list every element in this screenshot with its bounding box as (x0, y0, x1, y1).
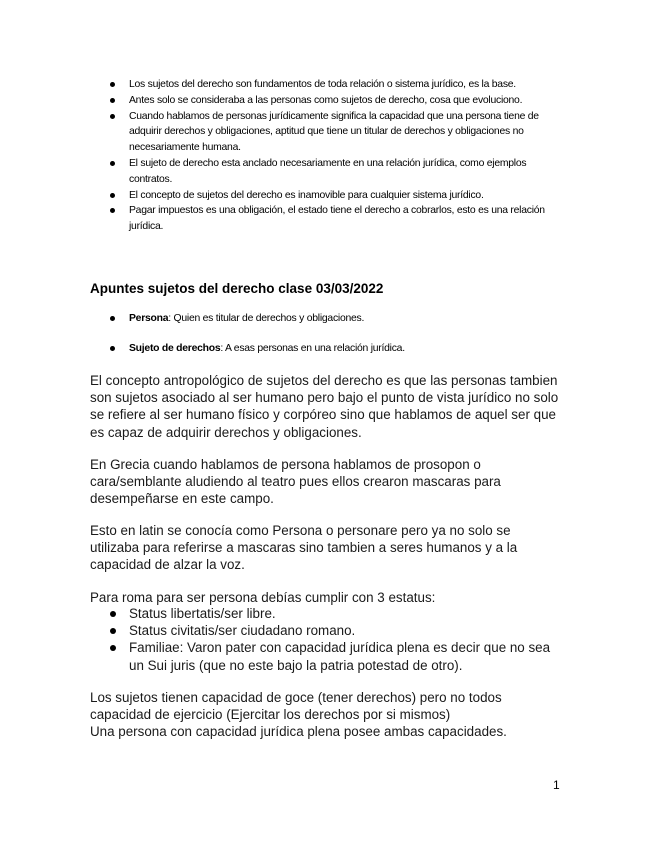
body-paragraph: En Grecia cuando hablamos de persona hablamos de prosopon o cara/semblante aludiendo al teatro pues ellos crearon mascaras para desempeñarse en este campo. (90, 457, 501, 507)
list-item (108, 109, 568, 156)
list-item (108, 77, 568, 93)
list-item-text: Status libertatis/ser libre. (129, 606, 276, 621)
list-item-text: Antes solo se consideraba a las personas como sujetos de derecho, cosa que evoluciono. (129, 94, 523, 106)
bullet-icon (110, 114, 115, 119)
list-item (108, 188, 568, 204)
body-paragraph: El concepto antropológico de sujetos del derecho es que las personas tambien son sujetos asociado al ser humano pero bajo el punto de vista jurídico no solo se refiere al ser humano físico y corpóreo sino que hablamos de aquel ser que es capaz de adquirir derechos y obligaciones. (90, 373, 559, 440)
list-item-text: Pagar impuestos es una obligación, el estado tiene el derecho a cobrarlos, esto es una relación jurídica. (129, 205, 545, 233)
list-item (108, 639, 558, 673)
paragraph-line: Una persona con capacidad jurídica plena posee ambas capacidades. (90, 724, 507, 740)
definition-text: : Quien es titular de derechos y obligaciones. (168, 313, 365, 324)
list-item (108, 156, 568, 188)
list-item (108, 622, 558, 639)
status-bullet-list (108, 605, 558, 674)
paragraph-line: Los sujetos tienen capacidad de goce (tener derechos) pero no todos capacidad de ejercicio (Ejercitar los derechos por si mismos) (90, 690, 502, 723)
list-item (108, 605, 558, 622)
definition-item (108, 311, 568, 326)
section-heading: Apuntes sujetos del derecho clase 03/03/2022 (90, 281, 384, 296)
body-paragraph: Esto en latin se conocía como Persona o personare pero ya no solo se utilizaba para referirse a mascaras sino tambien a seres humanos y a la capacidad de alzar la voz. (90, 523, 518, 573)
definition-text: : A esas personas en una relación jurídica. (220, 343, 405, 354)
summary-bullet-list (108, 77, 568, 235)
list-item-text: Familiae: Varon pater con capacidad jurídica plena es decir que no sea un Sui juris (que no este bajo la patria potestad de otro). (129, 640, 551, 673)
definition-list (108, 311, 568, 326)
bullet-icon (110, 98, 115, 103)
list-item (108, 93, 568, 109)
bullet-icon (110, 208, 115, 213)
bullet-icon (110, 346, 115, 351)
list-item (108, 203, 568, 235)
list-item-text: Cuando hablamos de personas jurídicamente significa la capacidad que una persona tiene de adquirir derechos y obligaciones, aptitud que tiene un titular de derechos y obligaciones no necesariamente humana. (129, 110, 539, 154)
bullet-icon (110, 82, 115, 87)
list-item-text: El sujeto de derecho esta anclado necesariamente en una relación jurídica, como ejemplos contratos. (129, 157, 527, 185)
bullet-icon (110, 193, 115, 198)
definition-item (108, 341, 568, 356)
list-item-text: El concepto de sujetos del derecho es inamovible para cualquier sistema jurídico. (129, 189, 484, 201)
definition-term: Persona (129, 313, 169, 324)
body-paragraph (90, 689, 560, 741)
bullet-icon (110, 611, 116, 617)
bullet-icon (110, 161, 115, 166)
definition-term: Sujeto de derechos (129, 343, 221, 354)
bullet-icon (110, 645, 116, 651)
bullet-icon (110, 316, 115, 321)
page-number: 1 (553, 778, 560, 792)
body-paragraph: Para roma para ser persona debías cumplir con 3 estatus: (90, 590, 436, 605)
definition-list (108, 341, 568, 356)
list-item-text: Status civitatis/ser ciudadano romano. (129, 623, 356, 639)
list-item-text: Los sujetos del derecho son fundamentos de toda relación o sistema jurídico, es la base. (129, 79, 516, 90)
bullet-icon (110, 628, 116, 634)
